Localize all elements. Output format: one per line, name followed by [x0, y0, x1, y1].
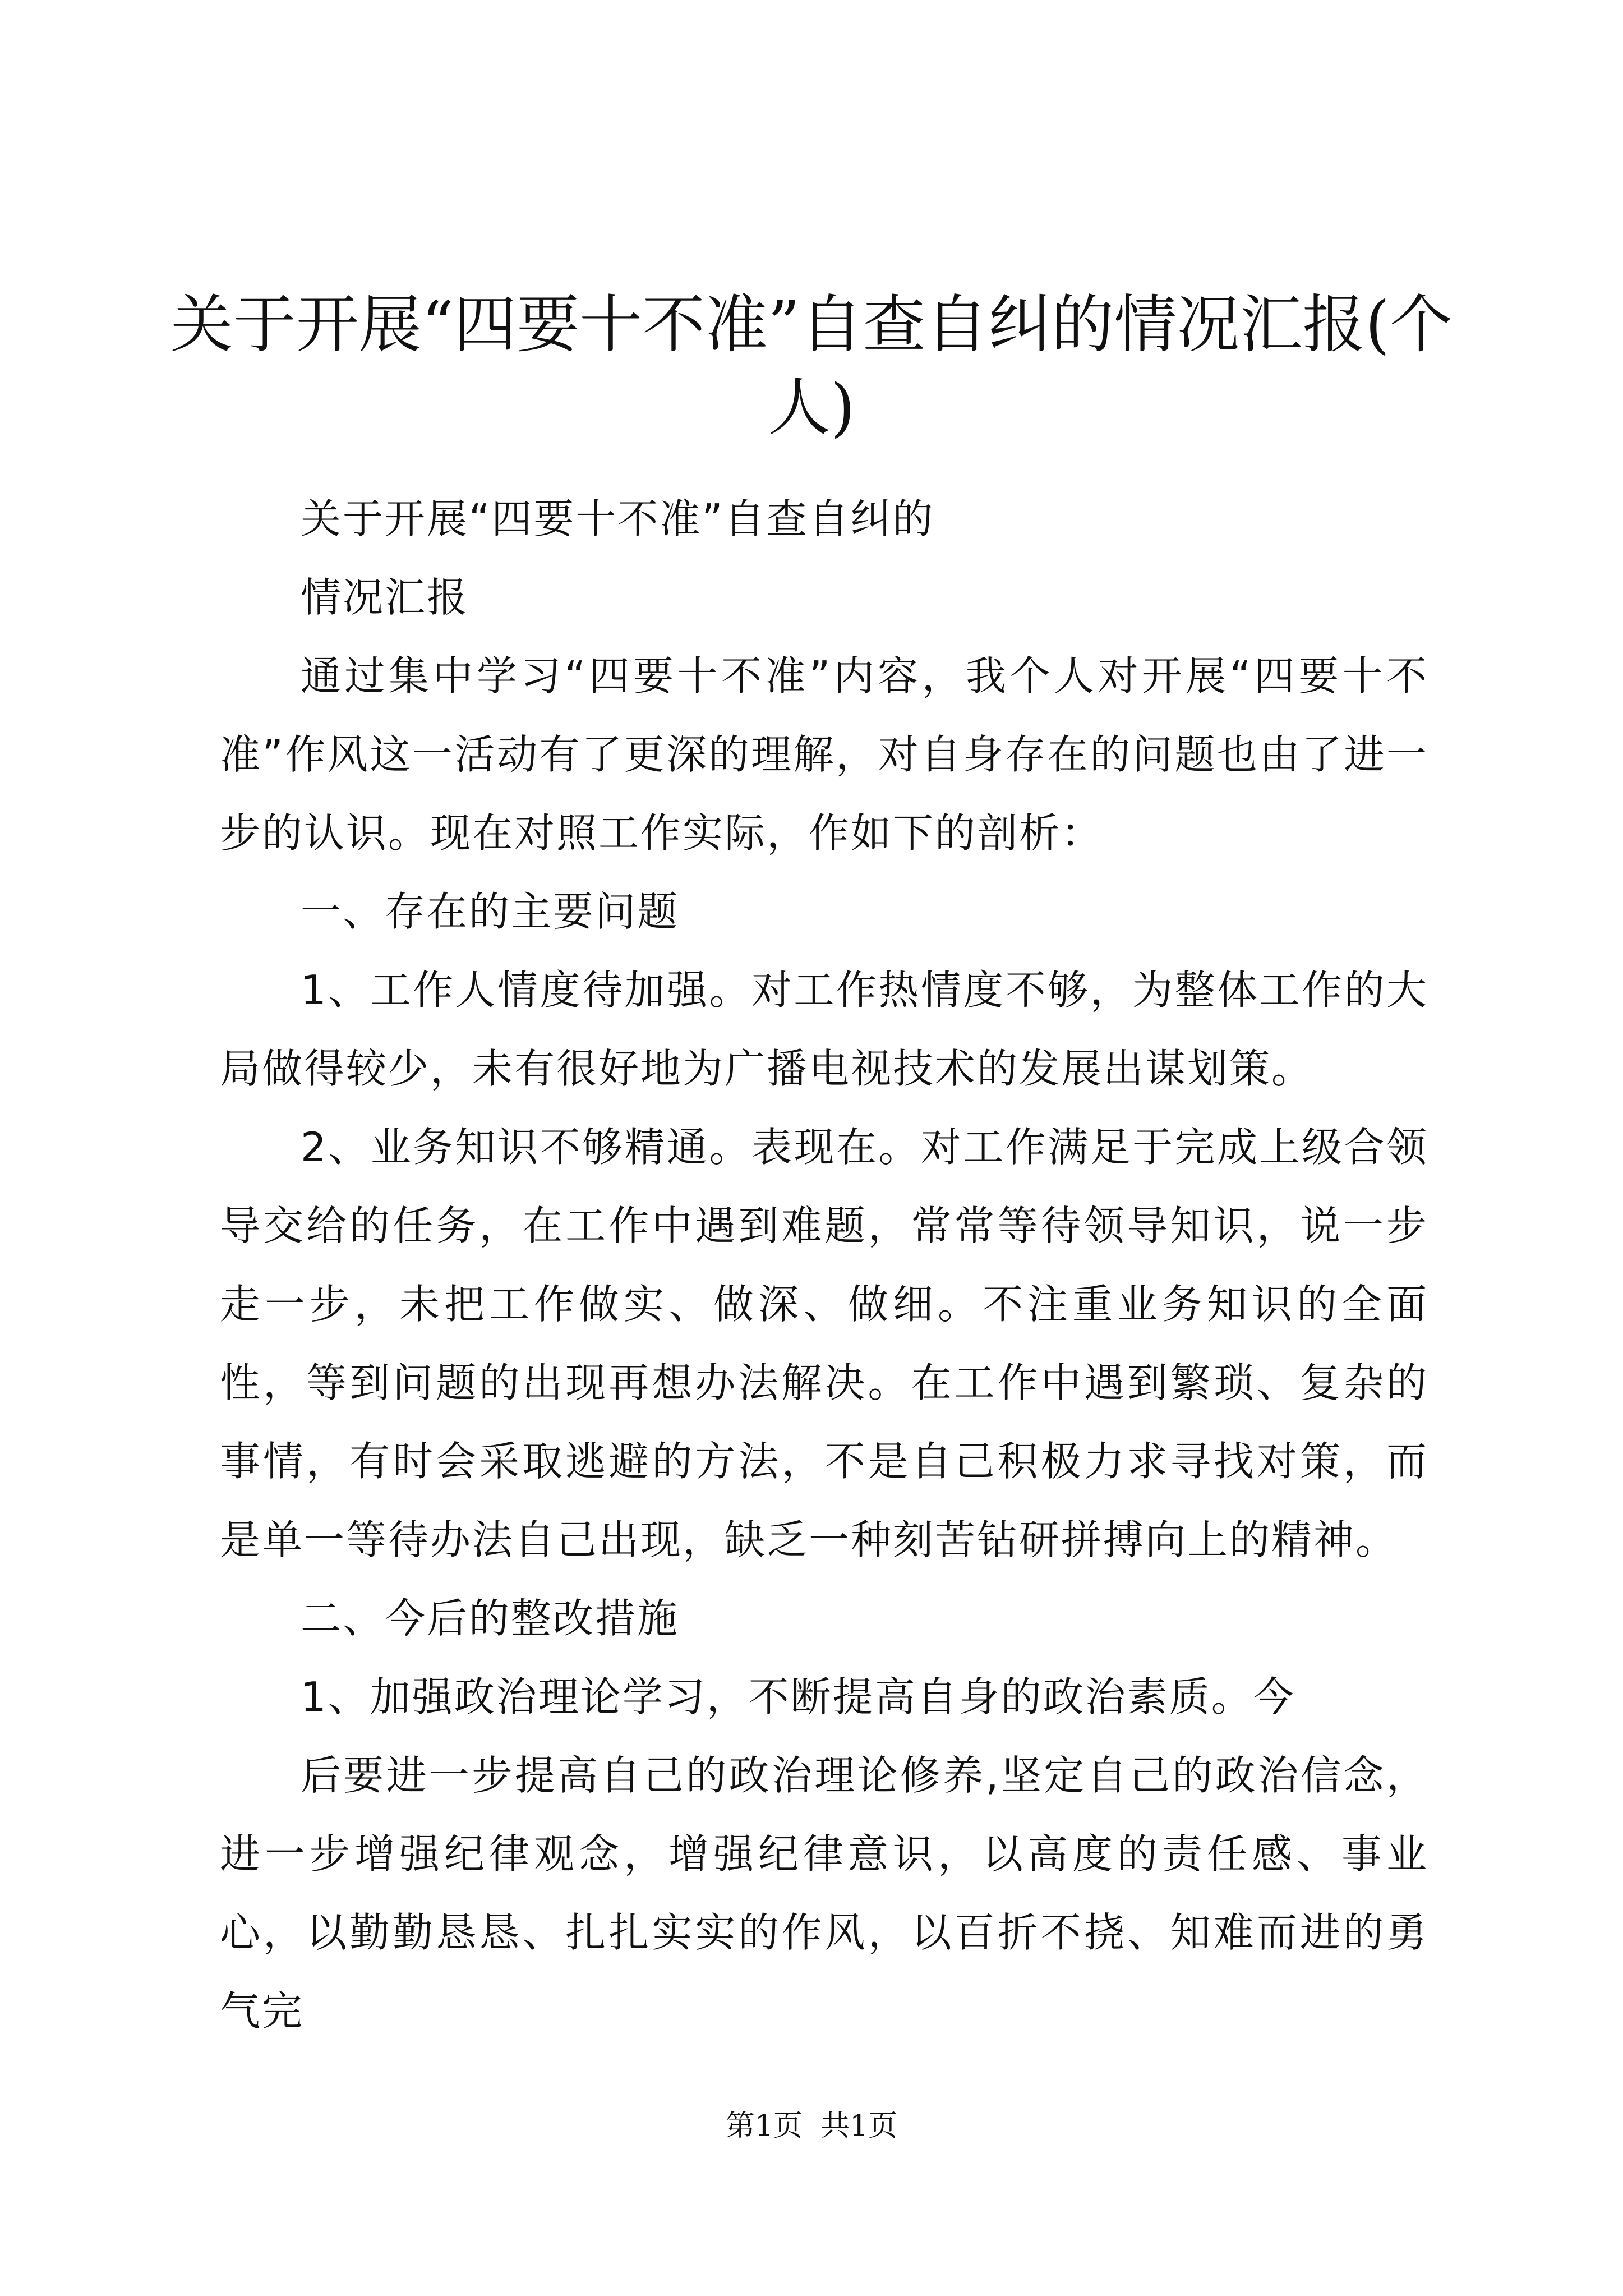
- section-heading-measures: 二、今后的整改措施: [301, 1595, 680, 1642]
- paragraph-problem-1: 1、工作人情度待加强。对工作热情度不够，为整体工作的大局做得较少，未有很好地为广播电视技术的发展出谋划策。: [220, 967, 1428, 1092]
- paragraph-intro: 通过集中学习“四要十不准”内容，我个人对开展“四要十不准”作风这一活动有了更深的理解，对自身存在的问题也由了进一步的认识。现在对照工作实际，作如下的剖析：: [220, 652, 1428, 857]
- paragraph-problem-2: 2、业务知识不够精通。表现在。对工作满足于完成上级合领导交给的任务，在工作中遇到难题，常常等待领导知识，说一步走一步，未把工作做实、做深、做细。不注重业务知识的全面性，等到问题的出现再想办法解决。在工作中遇到繁琐、复杂的事情，有时会采取逃避的方法，不是自己积极力求寻找对策，而是单一等待办法自己出现，缺乏一种刻苦钻研拼搏向上的精神。: [220, 1124, 1428, 1563]
- paragraph-measure-1: 1、加强政治理论学习，不断提高自身的政治素质。今: [301, 1673, 1295, 1720]
- document-body: [220, 480, 1428, 2050]
- paragraph-measure-1-cont: 后要进一步提高自己的政治理论修养,坚定自己的政治信念，进一步增强纪律观念，增强纪律意识，以高度的责任感、事业心，以勤勤恳恳、扎扎实实的作风，以百折不挠、知难而进的勇气完: [220, 1752, 1428, 2035]
- page-number: 第1页: [725, 2109, 803, 2143]
- paragraph-heading-line-1: 关于开展“四要十不准”自查自纠的: [301, 495, 935, 542]
- page-total: 共1页: [820, 2109, 898, 2143]
- page-footer: [0, 2106, 1623, 2146]
- section-heading-problems: 一、存在的主要问题: [301, 888, 680, 935]
- paragraph-heading-line-2: 情况汇报: [301, 574, 469, 621]
- document-title: 关于开展“四要十不准”自查自纠的情况汇报(个人): [170, 288, 1453, 444]
